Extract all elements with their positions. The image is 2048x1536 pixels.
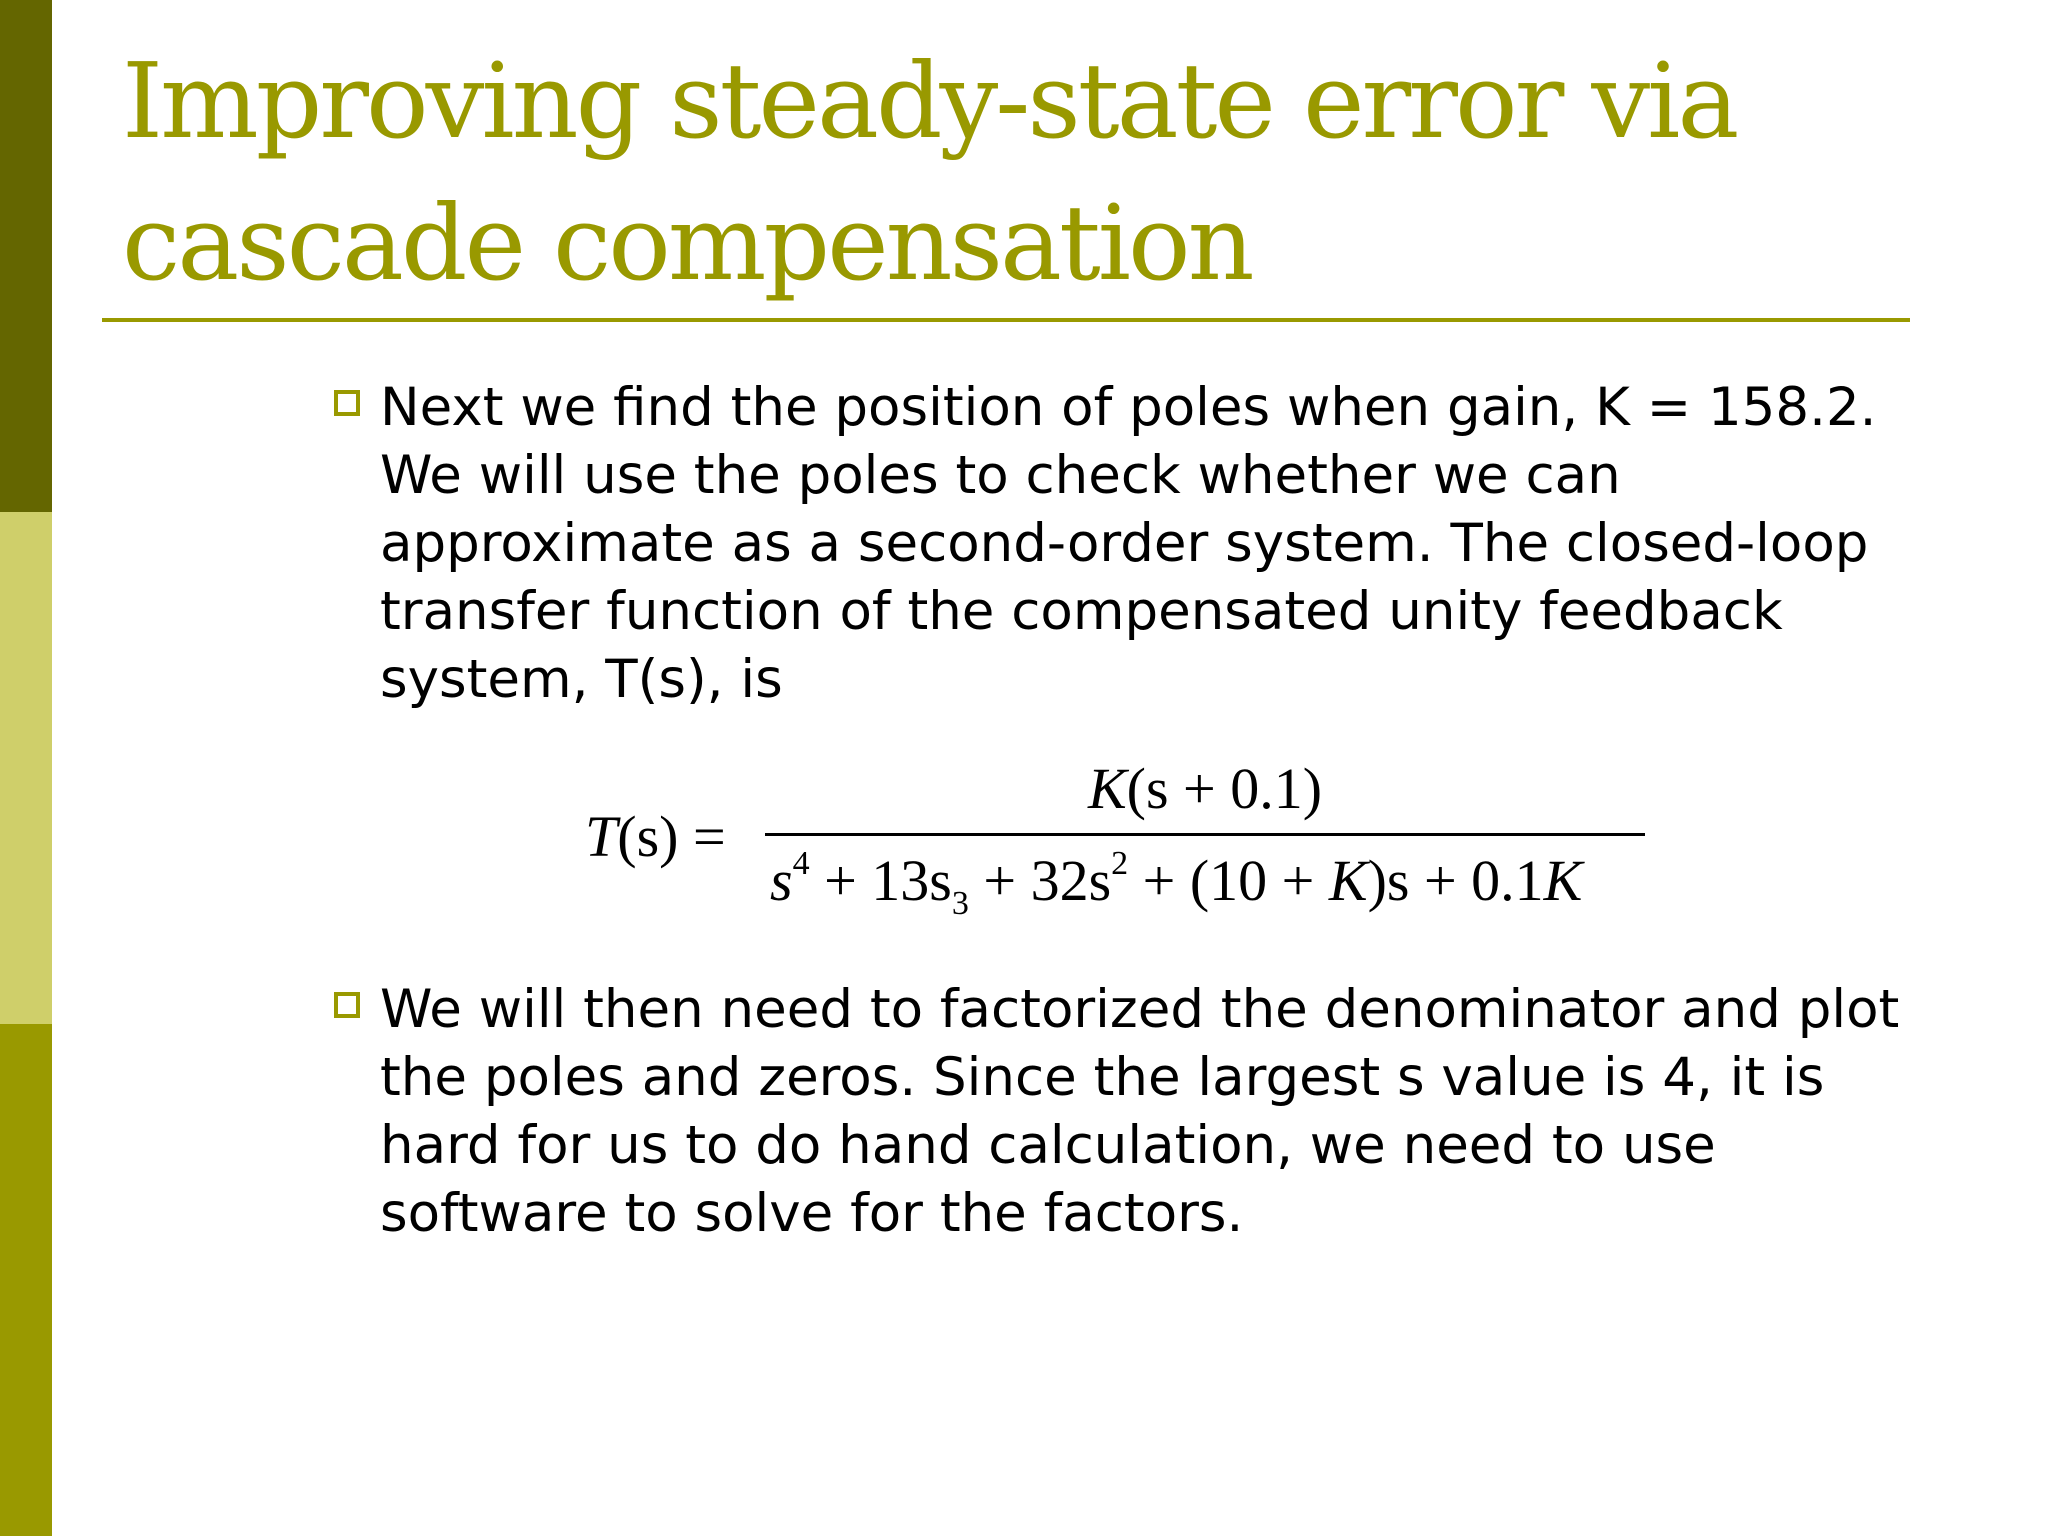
eq-den-K-2: K [1543, 848, 1583, 913]
eq-num-rest: (s + 0.1) [1126, 756, 1323, 821]
eq-T: T [585, 804, 618, 869]
bullet-text-1: Next we find the position of poles when gain, K = 158.2. We will use the poles to check whether we can approximate as a second-order system. The closed-loop transfer function of the compensated unity feedback system, T(s), is [380, 377, 1877, 710]
eq-lhs-args: (s) = [617, 804, 726, 869]
bullet-text-2: We will then need to factorized the denominator and plot the poles and zeros. Since the largest s value is 4, it is hard for us to do hand calculation, we need to use software to solve for the factors. [380, 979, 1900, 1244]
eq-den-s: s [770, 848, 793, 913]
equation-lhs [585, 803, 726, 870]
eq-den-term-2: + 13s [809, 848, 952, 913]
title-underline [102, 318, 1910, 322]
fraction-bar [765, 833, 1645, 836]
equation-denominator [770, 845, 1583, 922]
eq-num-K: K [1087, 756, 1127, 821]
side-bar-top [0, 0, 52, 512]
transfer-function-equation [585, 755, 1645, 925]
eq-den-term-4: + (10 + [1128, 848, 1329, 913]
slide-title: Improving steady-state error via cascade compensation [122, 40, 1737, 304]
eq-den-exp-4: 4 [792, 845, 810, 882]
side-bar-bottom [0, 1024, 52, 1536]
eq-den-exp-2: 2 [1111, 845, 1129, 882]
eq-den-K: K [1328, 848, 1368, 913]
side-bar-middle [0, 512, 52, 1024]
eq-den-term-5: )s + 0.1 [1367, 848, 1544, 913]
eq-den-term-3: + 32s [968, 848, 1112, 913]
eq-den-sub-3: 3 [951, 885, 969, 922]
equation-numerator [765, 755, 1645, 822]
bullet-square-icon [334, 390, 360, 416]
bullet-square-icon [334, 992, 360, 1018]
